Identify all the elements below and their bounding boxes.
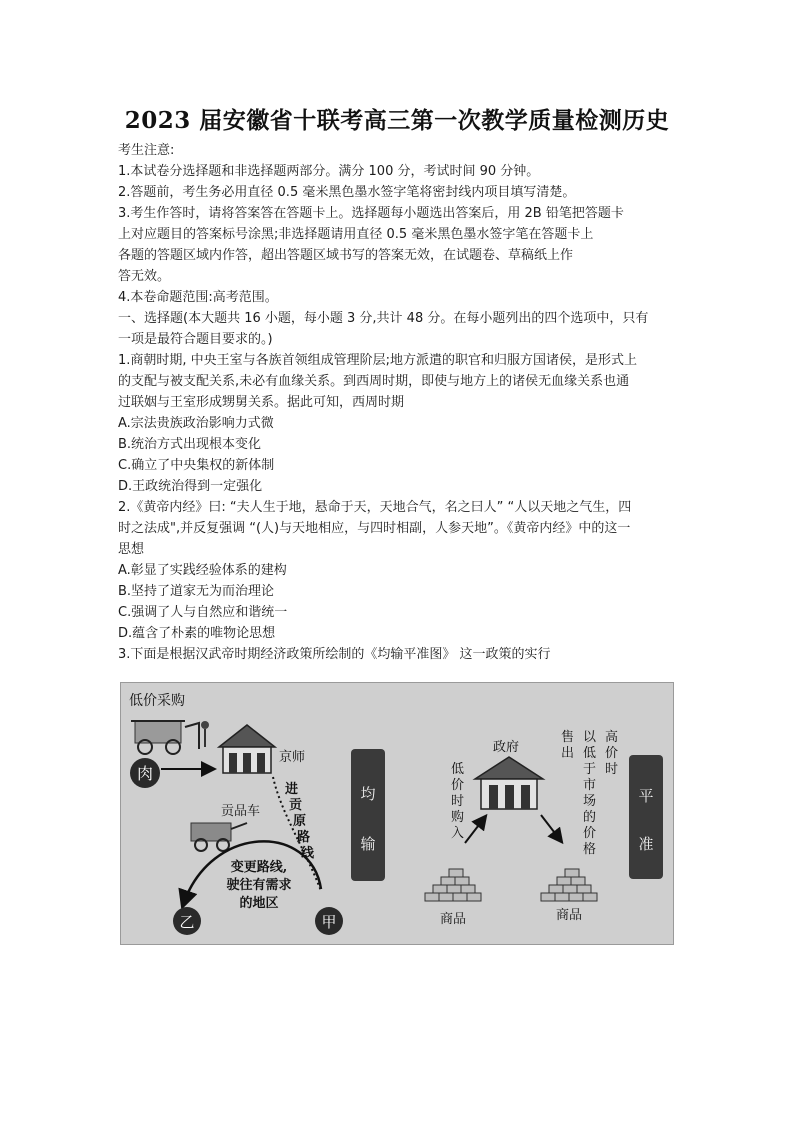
sell-price-label	[583, 730, 597, 857]
goods-left-label: 商品	[439, 912, 467, 927]
tribute-route-char: 线	[301, 846, 315, 861]
change-route-line: 变更路线,	[230, 860, 288, 875]
junshu-banner	[351, 749, 385, 881]
change-route-line: 的地区	[239, 896, 279, 911]
question-1-option-d: D.王政统治得到一定强化	[118, 479, 263, 494]
question-2-option-b: B.坚持了道家无为而治理论	[118, 584, 275, 599]
buy-low-label	[451, 762, 464, 841]
junshu-char: 均	[360, 785, 376, 803]
sell-high-char: 时	[605, 762, 619, 777]
notice-item: 答无效。	[118, 269, 171, 284]
question-1-option-a: A.宗法贵族政治影响力式微	[118, 416, 274, 431]
sell-price-char: 的	[583, 810, 597, 825]
notice-item: 4.本卷命题范围:高考范围。	[118, 290, 278, 305]
government-label: 政府	[493, 740, 520, 755]
tribute-route-char: 进	[285, 782, 299, 797]
question-3-stem: 3.下面是根据汉武帝时期经济政策所绘制的《均输平准图》 这一政策的实行	[118, 647, 551, 662]
sell-label	[561, 729, 574, 761]
notice-item: 3.考生作答时，请将答案答在答题卡上。选择题每小题选出答案后，用 2B 铅笔把答题卡	[118, 206, 624, 221]
sell-price-char: 市	[583, 778, 597, 793]
meat-label: 肉	[136, 764, 154, 783]
goods-pile-left-icon	[425, 869, 481, 901]
goods-pile-right-icon	[541, 869, 597, 901]
tribute-route-char: 原	[293, 814, 307, 829]
tribute-route-char: 贡	[289, 798, 303, 813]
sell-high-char: 价	[605, 746, 619, 761]
section-instruction: 一、选择题(本大题共 16 小题，每小题 3 分,共计 48 分。在每小题列出的四个选项中，只有	[118, 311, 649, 326]
figure-drawing	[121, 683, 673, 944]
tribute-route-label	[285, 781, 315, 861]
change-route-line: 驶往有需求	[226, 878, 292, 893]
capital-building-icon	[219, 725, 275, 773]
sell-price-char: 价	[583, 826, 597, 841]
meat-cart-illustration	[131, 721, 209, 754]
notice-item: 各题的答题区域内作答，超出答题区域书写的答案无效，在试题卷、草稿纸上作	[118, 248, 574, 263]
section-instruction: 一项是最符合题目要求的。)	[118, 332, 273, 347]
buy-low-char: 低	[451, 762, 465, 777]
question-1-option-c: C.确立了中央集权的新体制	[118, 458, 275, 473]
notice-item: 2.答题前，考生务必用直径 0.5 毫米黑色墨水签字笔将密封线内项目填写清楚。	[118, 185, 576, 200]
notice-item: 1.本试卷分选择题和非选择题两部分。满分 100 分，考试时间 90 分钟。	[118, 164, 540, 179]
meat-badge	[130, 758, 160, 788]
sell-price-char: 场	[583, 794, 597, 809]
sell-char: 售	[561, 730, 575, 745]
junshu-char: 输	[360, 835, 376, 853]
sell-high-label	[605, 729, 618, 777]
tribute-route-char: 路	[297, 830, 311, 845]
low-price-buy-label: 低价采购	[129, 693, 185, 709]
notice-heading: 考生注意:	[118, 143, 175, 158]
question-1-stem: 过联姻与王室形成甥舅关系。据此可知，西周时期	[118, 395, 405, 410]
pingzhun-char: 平	[638, 787, 654, 805]
buy-low-char: 购	[451, 810, 465, 825]
question-2-option-a: A.彰显了实践经验体系的建构	[118, 563, 287, 578]
question-2-option-c: C.强调了人与自然应和谐统一	[118, 605, 288, 620]
pingzhun-char: 准	[638, 835, 654, 853]
exam-body	[118, 140, 678, 665]
sell-price-char: 格	[583, 842, 597, 857]
question-2-stem: 2.《黄帝内经》曰: “夫人生于地，悬命于天，天地合气，名之曰人” “人以天地之气生，四	[118, 500, 632, 515]
sell-price-char: 以	[583, 730, 597, 745]
capital-label: 京师	[279, 750, 306, 765]
document-title: 2023 届安徽省十联考高三第一次教学质量检测历史	[124, 107, 670, 134]
question-1-stem: 的支配与被支配关系,未必有血缘关系。到西周时期，即使与地方上的诸侯无血缘关系也通	[118, 374, 630, 389]
question-2-stem: 时之法成",并反复强调 “(人)与天地相应，与四时相副，人参天地”。《黄帝内经》中的这一	[118, 521, 631, 536]
junshu-pingzhun-figure	[120, 682, 674, 945]
sell-price-char: 于	[583, 762, 597, 777]
notice-item: 上对应题目的答案标号涂黑;非选择题请用直径 0.5 毫米黑色墨水签字笔在答题卡上	[118, 227, 594, 242]
place-yi-badge	[173, 907, 201, 935]
goods-right-label: 商品	[555, 908, 583, 923]
buy-low-char: 时	[451, 794, 465, 809]
buy-low-char: 价	[451, 778, 465, 793]
question-1-option-b: B.统治方式出现根本变化	[118, 437, 262, 452]
question-2-stem: 思想	[118, 542, 145, 557]
government-building-icon	[475, 757, 543, 809]
place-jia-badge	[315, 907, 343, 935]
tribute-cart-label: 贡品车	[221, 804, 261, 819]
sell-high-char: 高	[605, 730, 619, 745]
question-1-stem: 1.商朝时期, 中央王室与各族首领组成管理阶层;地方派遣的职官和归服方国诸侯，是形式上	[118, 353, 638, 368]
place-jia-label: 甲	[321, 913, 337, 931]
place-yi-label: 乙	[179, 913, 195, 931]
sell-char: 出	[561, 746, 575, 761]
question-2-option-d: D.蕴含了朴素的唯物论思想	[118, 626, 276, 641]
sell-price-char: 低	[583, 746, 597, 761]
buy-low-char: 入	[451, 826, 465, 841]
arrow-sell-out	[541, 815, 561, 841]
pingzhun-banner	[629, 755, 663, 879]
change-route-label	[226, 859, 291, 911]
arrow-buy-in	[465, 817, 485, 843]
